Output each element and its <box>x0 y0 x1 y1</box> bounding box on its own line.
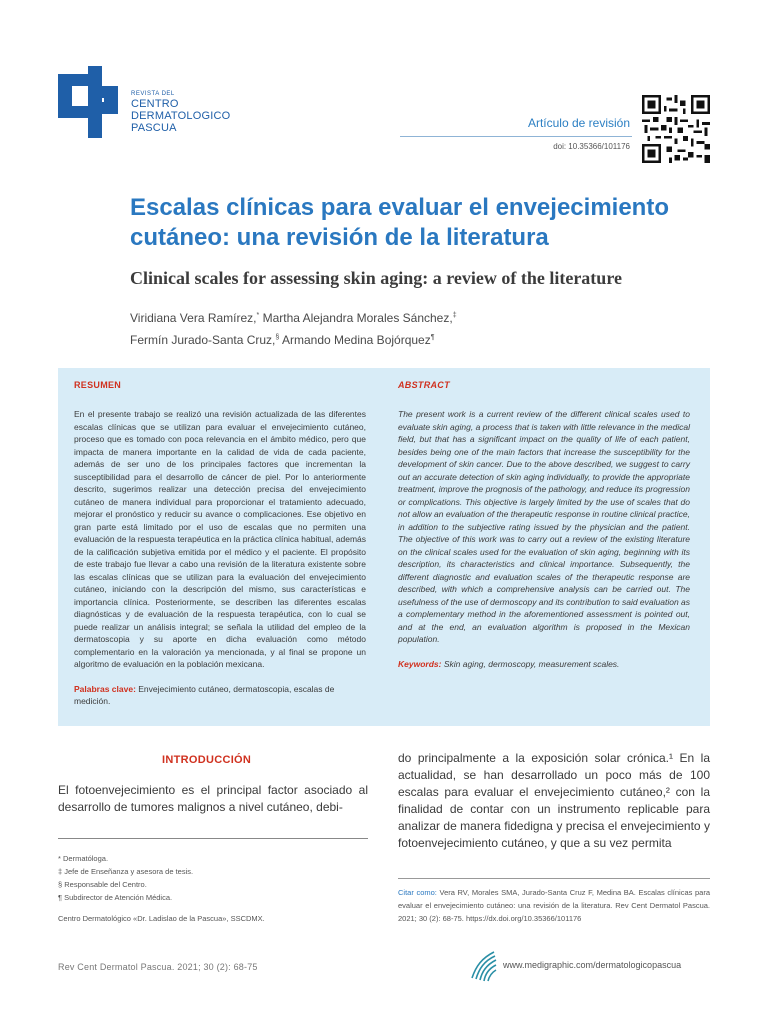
resumen-column <box>74 380 366 708</box>
footnote-item: § Responsable del Centro. <box>58 880 147 889</box>
abstract-body: The present work is a current review of the different clinical scales used to evaluate skin aging, a process that is taken with little relevance in the medical field, but that has a significant impact on the quality of life of each patient, besides being one of the main factors that increase the susceptibility for the development of skin cancer. Due to the above described, we suggest to carry out an accurate detection of skin aging individually, to provide the appropriate treatment, improve the prognosis of the pathology, and reduce its progression or complications. This objective is largely limited by the use of scales that do not allow an evaluation of the therapeutic response in routine clinical practice, in addition to the subjective rating issued by the physician and the patient. The objective of this work was to carry out a review of the existing literature on the clinical scales used for the evaluation of skin aging, beginning with its description, its characteristics and clinical importance. Subsequently, the different diagnostic and evaluation scales of the therapeutic response are described, with which a comprehensive analysis can be carried out. The usefulness of the use of dermoscopy and its contribution to said evaluation as a complementary method in the aforementioned assessment is pointed out, and at the end, an evaluation algorithm is proposed in the Mexican population. <box>398 409 691 644</box>
resumen-heading: RESUMEN <box>74 380 122 390</box>
introduction-heading: INTRODUCCIÓN <box>162 754 252 766</box>
introduction-right-text: do principalmente a la exposición solar crónica.¹ En la actualidad, se han desarrollado un poco más de 100 escalas para evaluar el envejecimiento cutáneo,² con la finalidad de contar con un instrumento replicable para analizar de manera fidedigna y precisa el envejecimiento y fotoenvejecimiento cutáneo, y que a su vez permita <box>398 751 710 850</box>
footnotes <box>58 852 193 904</box>
journal-reference: Rev Cent Dermatol Pascua. 2021; 30 (2): 68-75 <box>58 962 258 972</box>
abstract-box <box>58 368 710 726</box>
footnote-divider <box>58 838 368 839</box>
citation <box>398 886 710 925</box>
affiliation: Centro Dermatológico «Dr. Ladislao de la Pascua», SSCDMX. <box>58 914 265 923</box>
citation-text: Vera RV, Morales SMA, Jurado-Santa Cruz F, Medina BA. Escalas clínicas para evaluar el envejecimiento cutáneo: una revisión de la literatura. Rev Cent Dermatol Pascua. 2021; 30 (2): 68-75. https://dx.doi.org/10.35366/101176 <box>398 888 710 923</box>
footer-url-link[interactable]: www.medigraphic.com/dermatologicopascua <box>503 960 682 970</box>
footnote-item: ‡ Jefe de Enseñanza y asesora de tesis. <box>58 867 194 876</box>
author-list <box>130 306 710 350</box>
footnote-item: ¶ Subdirector de Atención Médica. <box>58 893 173 902</box>
author-4: Armando Medina Bojórquez <box>279 333 431 347</box>
author-1-mark: * <box>256 312 260 319</box>
abstract-heading: ABSTRACT <box>398 380 450 390</box>
abstract-keywords-text: Skin aging, dermoscopy, measurement scales. <box>441 658 620 669</box>
footnote-item: * Dermatóloga. <box>58 854 109 863</box>
article-type-rule <box>400 136 632 137</box>
resumen-keywords <box>74 683 366 708</box>
author-3: Fermín Jurado-Santa Cruz, <box>130 333 276 347</box>
title-spanish: Escalas clínicas para evaluar el envejecimiento cutáneo: una revisión de la literatura <box>130 194 669 251</box>
article-type: Artículo de revisión <box>527 116 630 130</box>
qr-code-icon[interactable] <box>642 95 710 163</box>
author-1: Viridiana Vera Ramírez, <box>130 311 257 325</box>
abstract-column <box>398 380 690 670</box>
introduction-left-text: El fotoenvejecimiento es el principal factor asociado al desarrollo de tumores malignos a nivel cutáneo, debi- <box>58 783 368 814</box>
journal-name-small: REVISTA DEL <box>131 91 175 97</box>
journal-name-line3: PASCUA <box>131 122 177 134</box>
abstract-keywords <box>398 658 690 671</box>
citation-label: Citar como: <box>398 888 437 897</box>
author-3-mark: § <box>275 334 280 341</box>
medigraphic-logo-icon <box>468 948 498 982</box>
journal-logo <box>58 66 118 138</box>
title-english: Clinical scales for assessing skin aging: a review of the literature <box>130 268 622 288</box>
resumen-keywords-label: Palabras clave: <box>74 683 136 694</box>
doi: doi: 10.35366/101176 <box>553 142 630 151</box>
resumen-keywords-text: Envejecimiento cutáneo, dermatoscopia, escalas de medición. <box>74 683 335 706</box>
abstract-keywords-label: Keywords: <box>398 658 442 669</box>
journal-name <box>131 90 230 134</box>
journal-name-line2: DERMATOLOGICO <box>131 110 231 122</box>
author-2: Martha Alejandra Morales Sánchez, <box>259 311 453 325</box>
author-4-mark: ¶ <box>430 334 435 341</box>
resumen-body: En el presente trabajo se realizó una revisión actualizada de las diferentes escalas clínicas que se utilizan para evaluar el envejecimiento cutáneo, proceso que es tomado con poca relevancia en el ámbito médico, pero que impacta de manera importante en la calidad de vida de cada paciente, además de ser uno de los principales factores que incrementan la susceptibilidad para el desarrollo de cáncer de piel. Por lo anteriormente descrito, sugerimos realizar una detección precisa del envejecimiento cutáneo de manera individual para proporcionar el tratamiento adecuado, mejorar el pronóstico y reducir su avance o complicaciones. Ese objetivo en gran parte está limitado por el uso de escalas que no permiten una evaluación de la respuesta terapéutica en la práctica clínica habitual, además de la calificación subjetiva emitida por el médico y el paciente. El propósito de este trabajo fue llevar a cabo una revisión de la literatura existente sobre las escalas clínicas que se utilizan para la evaluación del envejecimiento cutáneo, iniciando con la descripción del mismo, sus características e importancia clínica. Posteriormente, se describen las diferentes escalas diagnósticas y de evaluación de la respuesta terapéutica, con lo cual se puede realizar un análisis integral; se señala la utilidad del empleo de la dermatoscopia y su aporte en dicha evaluación como método complementario en la valoración ya mencionada, y al final se propone un algoritmo de evaluación en la población mexicana. <box>74 409 367 669</box>
citation-divider <box>398 878 710 879</box>
journal-name-line1: CENTRO <box>131 98 179 110</box>
author-2-mark: ‡ <box>452 312 457 319</box>
